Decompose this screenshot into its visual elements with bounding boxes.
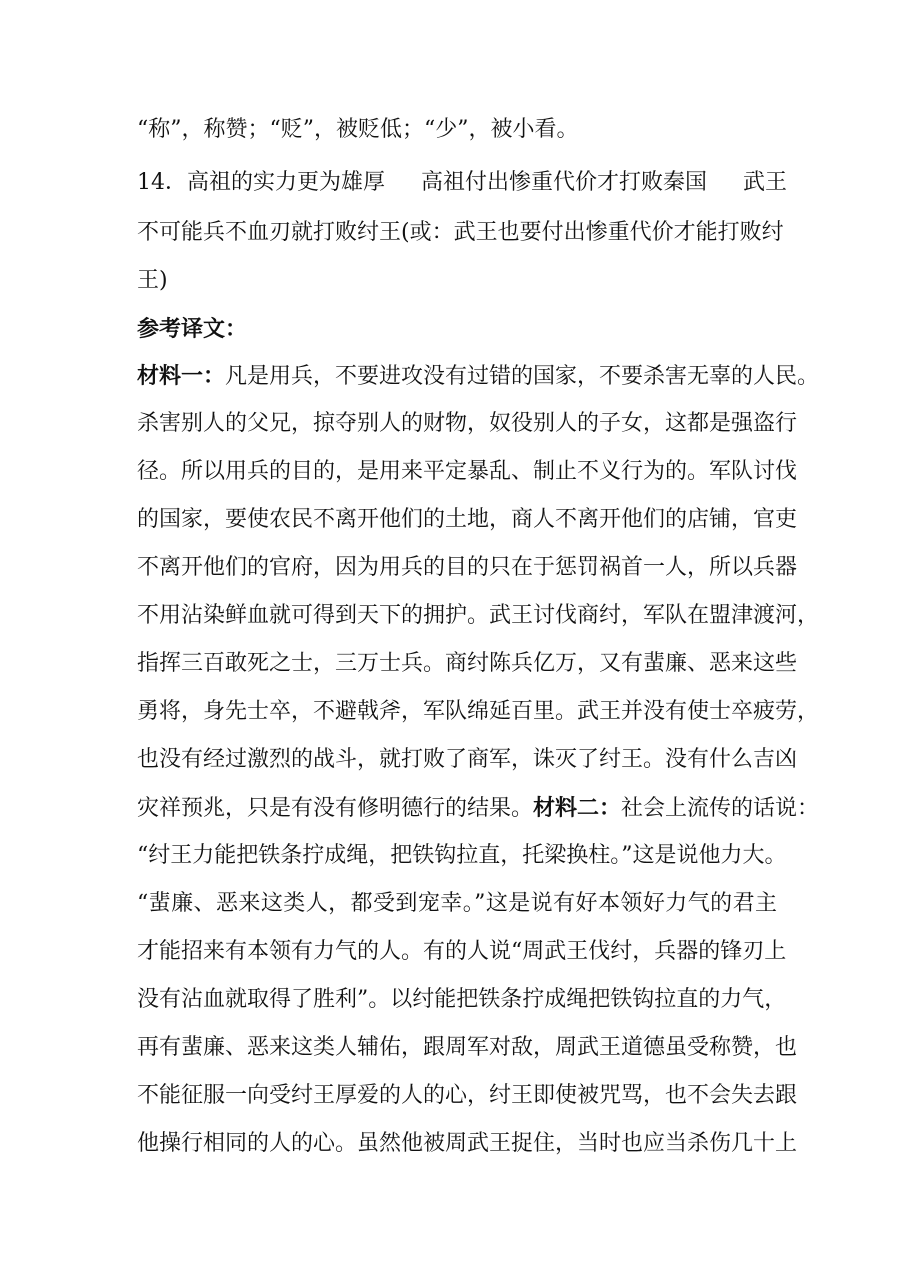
material-2-label: 材料二：: [533, 795, 622, 821]
answer-13-tail: “称”，称赞；“贬”，被贬低；“少”，被小看。: [137, 117, 579, 142]
material-1-line: 勇将，身先士卒，不避戟斧，军队绵延百里。武王并没有使士卒疲劳，: [137, 699, 820, 724]
answer-14-line-2: 不可能兵不血刃就打败纣王(或：武王也要付出惨重代价才能打败纣: [137, 220, 784, 245]
material-1-line: 的国家，要使农民不离开他们的土地，商人不离开他们的店铺，官吏: [137, 507, 798, 532]
answer-14-point-2: 高祖付出惨重代价才打败秦国: [421, 170, 708, 195]
material-1-line: 杀害别人的父兄，掠夺别人的财物，奴役别人的子女，这都是强盗行: [137, 411, 798, 436]
material-1-text: 凡是用兵，不要进攻没有过错的国家，不要杀害无辜的人民。: [225, 364, 820, 389]
answer-14-line-1: [137, 168, 788, 198]
material-1-text: 灾祥预兆，只是有没有修明德行的结果。: [137, 796, 534, 821]
material-2-line: “蜚廉、恶来这类人，都受到宠幸。”这是说有好本领好力气的君主: [137, 891, 777, 916]
answer-14-point-1: 高祖的实力更为雄厚: [187, 170, 386, 195]
material-2-line: 他操行相同的人的心。虽然他被周武王捉住，当时也应当杀伤几十上: [137, 1131, 798, 1156]
reference-heading: 参考译文：: [137, 316, 248, 342]
answer-14-number: 14．: [137, 170, 187, 195]
material-1-line: 不离开他们的官府，因为用兵的目的只在于惩罚祸首一人，所以兵器: [137, 555, 798, 580]
material-1-line: 也没有经过激烈的战斗，就打败了商军，诛灭了纣王。没有什么吉凶: [137, 747, 798, 772]
answer-14-line-3: 王): [137, 268, 168, 293]
answer-14-point-3-start: 武王: [743, 170, 788, 195]
material-1-2-line: [137, 793, 820, 824]
material-1-line: 不用沾染鲜血就可得到天下的拥护。武王讨伐商纣，军队在盟津渡河，: [137, 603, 820, 628]
material-2-line: 不能征服一向受纣王厚爱的人的心，纣王即使被咒骂，也不会失去跟: [137, 1083, 798, 1108]
material-2-line: 再有蜚廉、恶来这类人辅佑，跟周军对敌，周武王道德虽受称赞，也: [137, 1035, 798, 1060]
material-2-text: 社会上流传的话说：: [621, 796, 820, 821]
material-1-line: [137, 361, 820, 392]
material-1-line: 径。所以用兵的目的，是用来平定暴乱、制止不义行为的。军队讨伐: [137, 459, 798, 484]
material-1-line: 指挥三百敢死之士，三万士兵。商纣陈兵亿万，又有蜚廉、恶来这些: [137, 651, 798, 676]
material-1-label: 材料一：: [137, 363, 226, 389]
material-2-line: “纣王力能把铁条拧成绳，把铁钩拉直，托梁换柱。”这是说他力大。: [137, 843, 787, 868]
material-2-line: 没有沾血就取得了胜利”。以纣能把铁条拧成绳把铁钩拉直的力气，: [137, 987, 787, 1012]
material-2-line: 才能招来有本领有力气的人。有的人说“周武王伐纣，兵器的锋刃上: [137, 939, 787, 964]
